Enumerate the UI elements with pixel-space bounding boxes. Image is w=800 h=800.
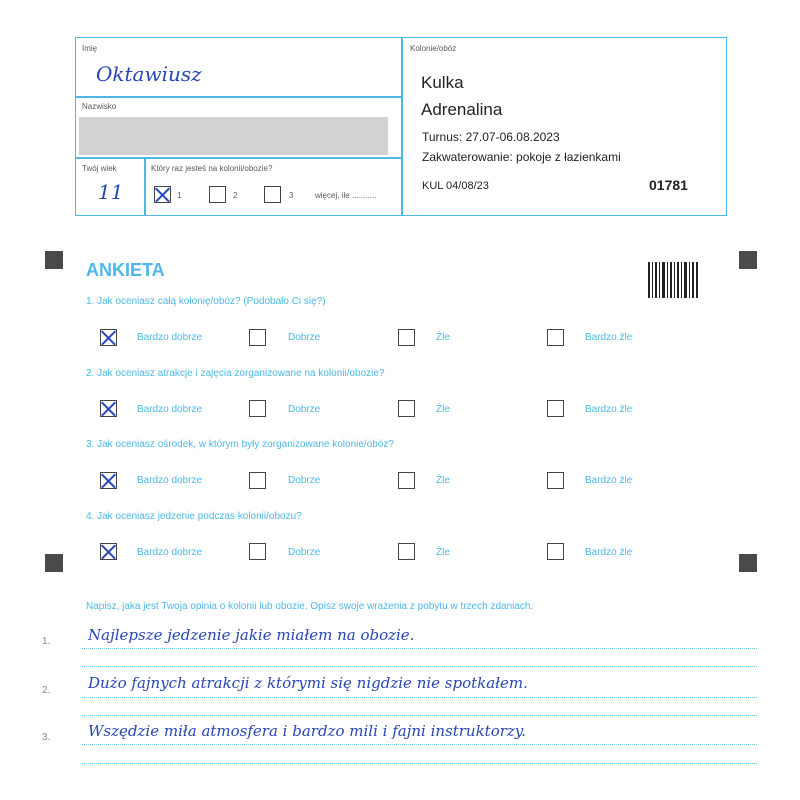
visit-more-label: więcej, ile ........... <box>315 191 377 200</box>
camp-program: Adrenalina <box>421 100 503 119</box>
form-number: 01781 <box>649 177 688 193</box>
opinion-line-1[interactable]: Najlepsze jedzenie jakie miałem na obozie. <box>88 626 415 644</box>
kolonie-label: Kolonie/obóz <box>410 44 457 53</box>
q3-dobrze-label: Dobrze <box>288 475 321 486</box>
question-3: 3. Jak oceniasz ośrodek, w którym były zorganizowane kolonie/obóz? <box>86 439 394 450</box>
q2-dobrze-checkbox[interactable] <box>249 400 266 417</box>
q2-dobrze-label: Dobrze <box>288 404 321 415</box>
ktory-raz-label: Który raz jesteś na kolonii/obozie? <box>151 164 273 173</box>
alignment-marker-br <box>739 554 757 572</box>
writing-line-2b <box>82 715 757 716</box>
header-divider <box>401 37 403 216</box>
q4-bardzo-zle-label: Bardzo źle <box>585 547 633 558</box>
age-divider <box>144 157 146 216</box>
q2-zle-label: Źle <box>436 404 450 415</box>
barcode <box>648 262 700 298</box>
imie-value[interactable]: Oktawiusz <box>96 62 202 86</box>
imie-label: Imię <box>82 44 98 53</box>
q4-bardzo-dobrze-checkbox[interactable] <box>100 543 117 560</box>
visit-2-checkbox[interactable] <box>209 186 226 203</box>
q3-bardzo-zle-label: Bardzo źle <box>585 475 633 486</box>
question-4: 4. Jak oceniasz jedzenie podczas kolonii/obozu? <box>86 511 302 522</box>
visit-3-checkbox[interactable] <box>264 186 281 203</box>
q2-zle-checkbox[interactable] <box>398 400 415 417</box>
q4-zle-checkbox[interactable] <box>398 543 415 560</box>
writing-line-3a <box>82 744 757 745</box>
q3-bardzo-dobrze-label: Bardzo dobrze <box>137 475 203 486</box>
writing-line-1b <box>82 666 757 667</box>
q1-zle-label: Źle <box>436 332 450 343</box>
q2-bardzo-dobrze-label: Bardzo dobrze <box>137 404 203 415</box>
q3-dobrze-checkbox[interactable] <box>249 472 266 489</box>
q4-bardzo-zle-checkbox[interactable] <box>547 543 564 560</box>
line-number-2: 2. <box>42 685 51 696</box>
camp-name: Kulka <box>421 73 464 92</box>
q3-zle-label: Źle <box>436 475 450 486</box>
writing-line-3b <box>82 763 757 764</box>
nazwisko-redacted <box>79 117 388 155</box>
alignment-marker-tl <box>45 251 63 269</box>
alignment-marker-bl <box>45 554 63 572</box>
header-rule-1 <box>75 96 402 98</box>
q1-dobrze-checkbox[interactable] <box>249 329 266 346</box>
q3-bardzo-zle-checkbox[interactable] <box>547 472 564 489</box>
visit-3-label: 3 <box>289 191 294 200</box>
visit-1-label: 1 <box>177 191 182 200</box>
camp-code: KUL 04/08/23 <box>422 180 489 192</box>
survey-title: ANKIETA <box>86 260 165 280</box>
writing-line-1a <box>82 648 757 649</box>
zakwaterowanie: Zakwaterowanie: pokoje z łazienkami <box>422 150 621 164</box>
visit-1-checkbox[interactable] <box>154 186 171 203</box>
header-rule-2 <box>75 157 402 159</box>
line-number-3: 3. <box>42 732 51 743</box>
q1-bardzo-dobrze-label: Bardzo dobrze <box>137 332 203 343</box>
q4-dobrze-label: Dobrze <box>288 547 321 558</box>
writing-line-2a <box>82 697 757 698</box>
opinion-prompt: Napisz, jaka jest Twoja opinia o kolonii lub obozie. Opisz swoje wrażenia z pobytu w trzech zdaniach. <box>86 601 534 612</box>
wiek-value[interactable]: 11 <box>98 180 124 204</box>
q2-bardzo-zle-checkbox[interactable] <box>547 400 564 417</box>
q2-bardzo-zle-label: Bardzo źle <box>585 404 633 415</box>
opinion-line-2[interactable]: Dużo fajnych atrakcji z którymi się nigdzie nie spotkałem. <box>88 674 528 692</box>
q4-dobrze-checkbox[interactable] <box>249 543 266 560</box>
turnus: Turnus: 27.07-06.08.2023 <box>422 130 560 144</box>
q1-zle-checkbox[interactable] <box>398 329 415 346</box>
q2-bardzo-dobrze-checkbox[interactable] <box>100 400 117 417</box>
question-1: 1. Jak oceniasz całą kolonię/obóz? (Podobało Ci się?) <box>86 296 326 307</box>
alignment-marker-tr <box>739 251 757 269</box>
question-2: 2. Jak oceniasz atrakcje i zajęcia zorganizowane na kolonii/obozie? <box>86 368 385 379</box>
line-number-1: 1. <box>42 636 51 647</box>
visit-2-label: 2 <box>233 191 238 200</box>
opinion-line-3[interactable]: Wszędzie miła atmosfera i bardzo mili i fajni instruktorzy. <box>88 722 527 740</box>
q1-bardzo-zle-label: Bardzo źle <box>585 332 633 343</box>
q1-bardzo-dobrze-checkbox[interactable] <box>100 329 117 346</box>
q4-zle-label: Źle <box>436 547 450 558</box>
q1-bardzo-zle-checkbox[interactable] <box>547 329 564 346</box>
q3-bardzo-dobrze-checkbox[interactable] <box>100 472 117 489</box>
q1-dobrze-label: Dobrze <box>288 332 321 343</box>
wiek-label: Twój wiek <box>82 164 117 173</box>
q3-zle-checkbox[interactable] <box>398 472 415 489</box>
q4-bardzo-dobrze-label: Bardzo dobrze <box>137 547 203 558</box>
nazwisko-label: Nazwisko <box>82 102 117 111</box>
